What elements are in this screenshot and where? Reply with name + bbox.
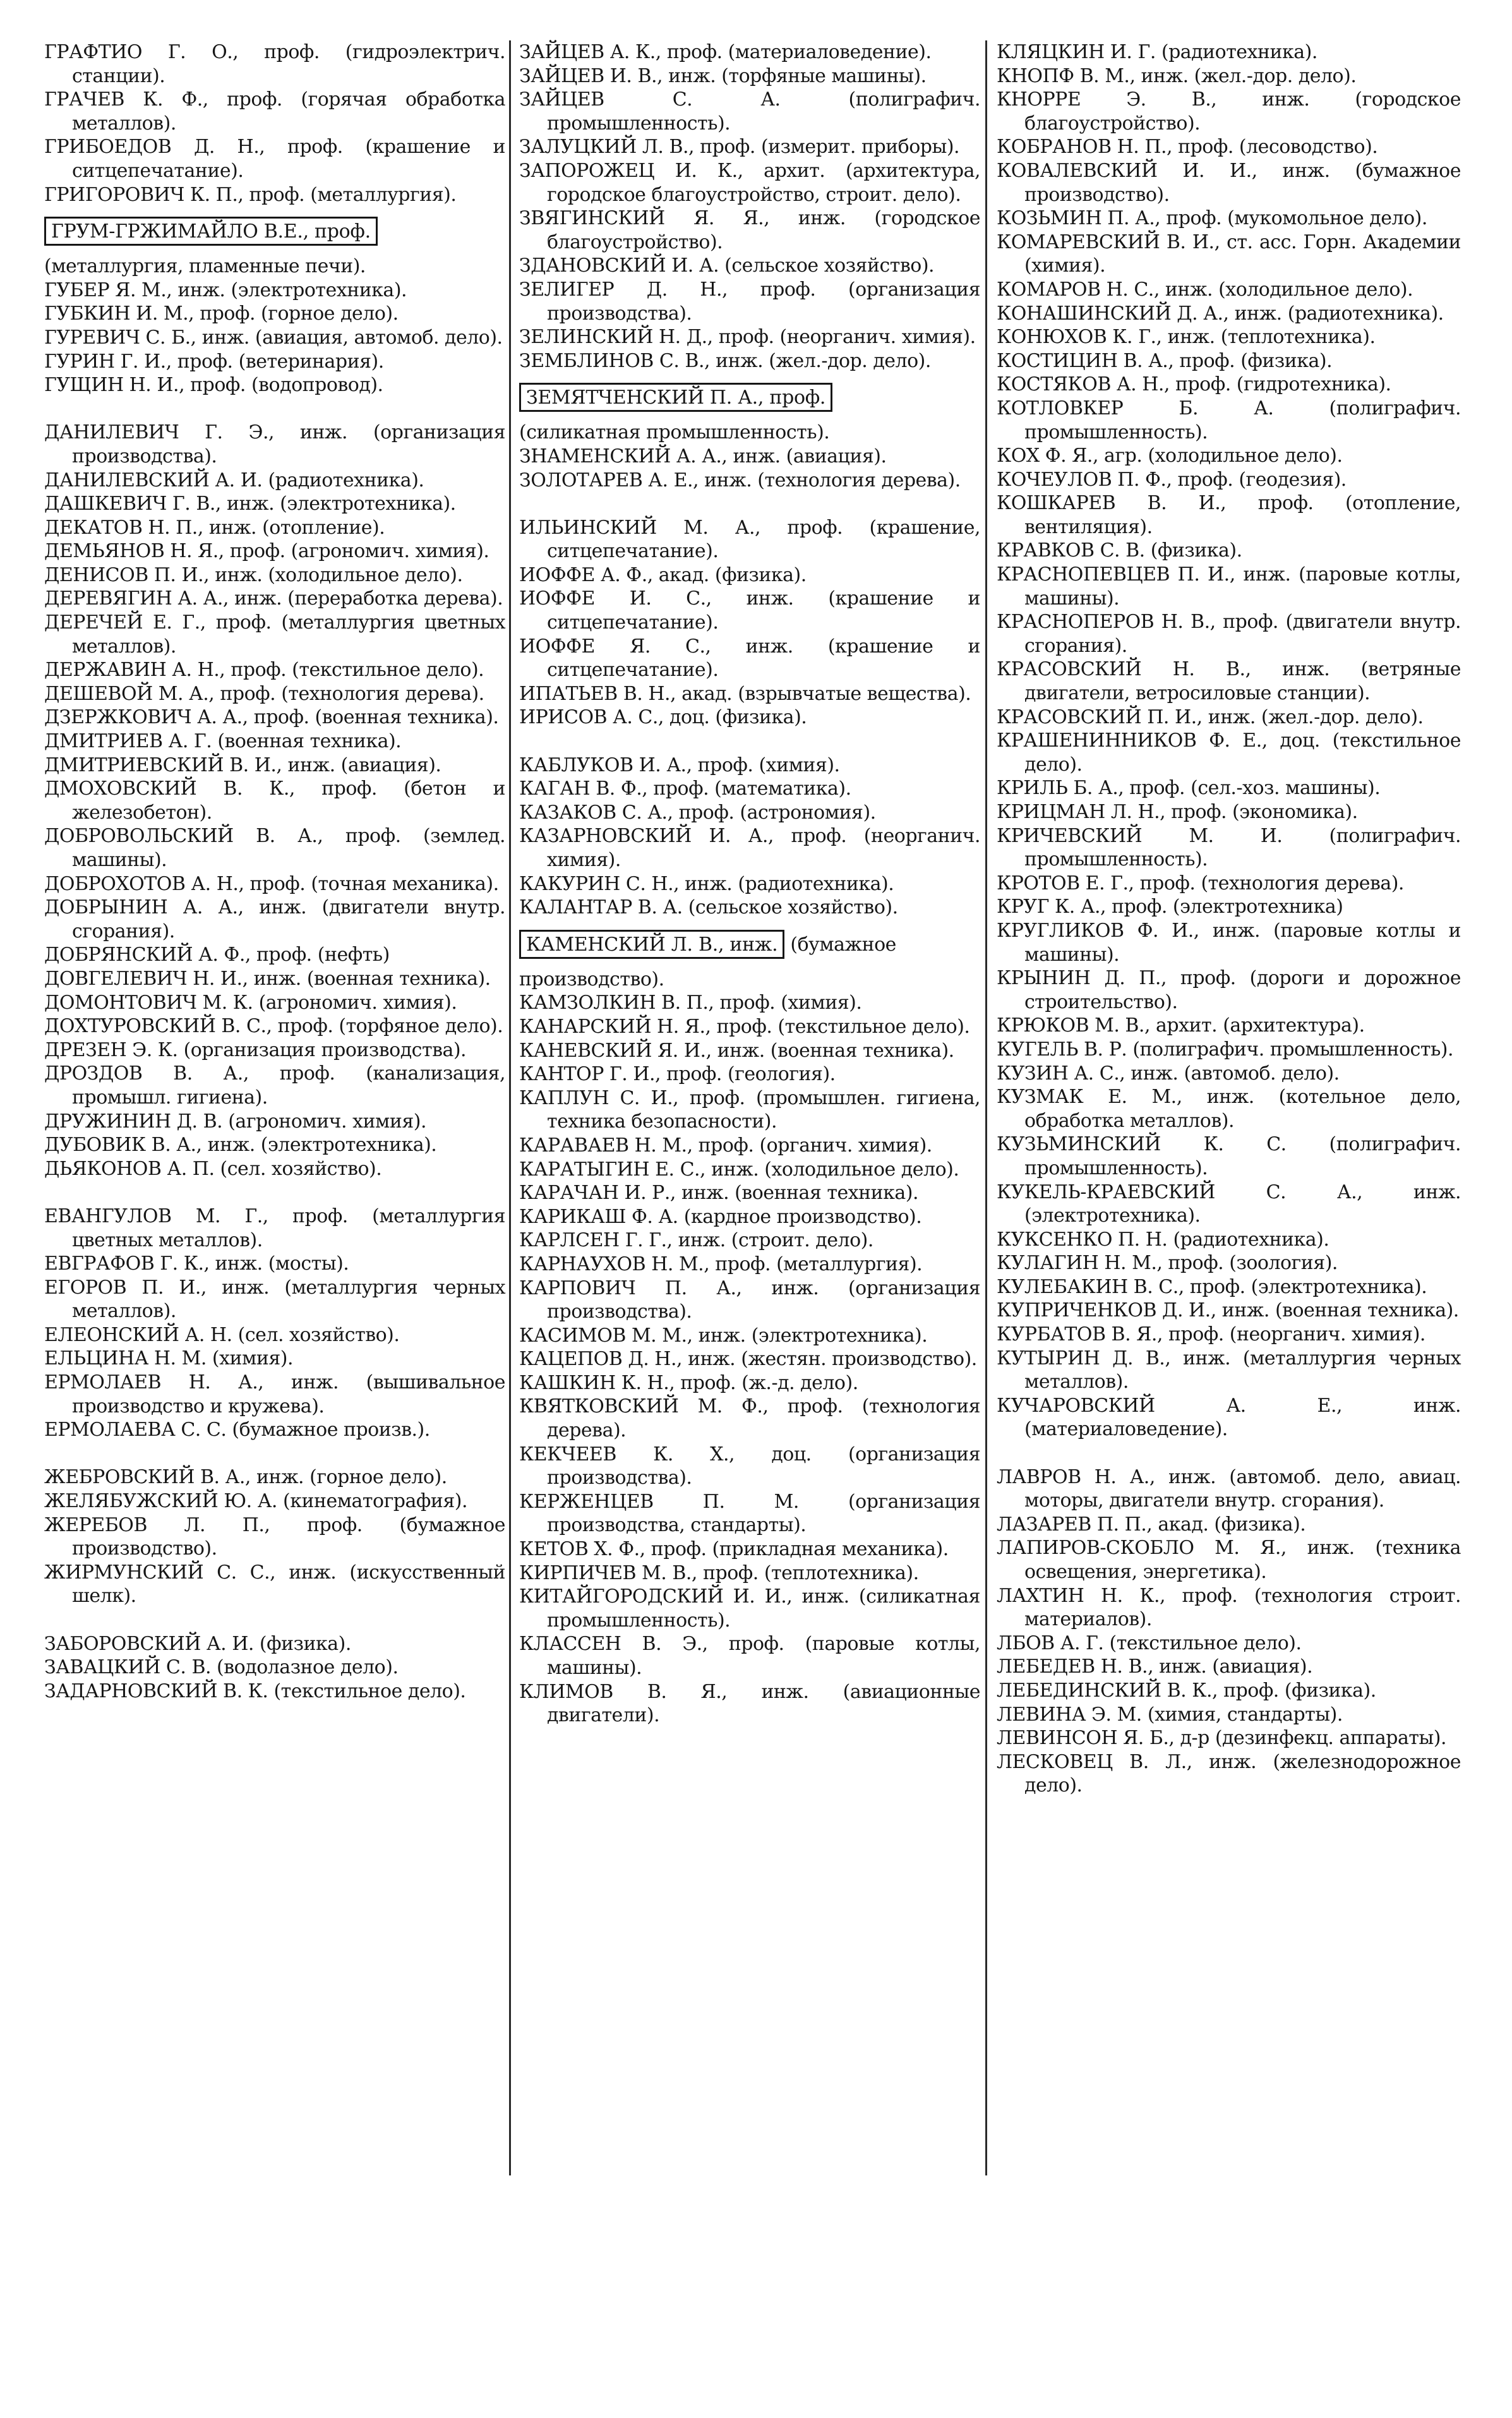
index-entry: ЖЕЛЯБУЖСКИЙ Ю. А. (кинематография).	[44, 1490, 468, 1513]
index-page	[44, 40, 1478, 2403]
index-entry: КАЦЕПОВ Д. Н., инж. (жестян. производство).	[519, 1348, 977, 1371]
index-entry: ИЛЬИНСКИЙ М. А., проф. (крашение, ситцепечатание).	[519, 516, 980, 563]
index-entry: ДЕМЬЯНОВ Н. Я., проф. (агрономич. химия).	[44, 540, 489, 563]
index-entry: ЗАПОРОЖЕЦ И. К., архит. (архитектура, городское благоустройство, строит. дело).	[519, 159, 980, 206]
index-entry: КАРАЧАН И. Р., инж. (военная техника).	[519, 1182, 919, 1205]
index-entry: КРИЧЕВСКИЙ М. И. (полиграфич. промышленность).	[997, 824, 1461, 871]
index-entry: ДЕНИСОВ П. И., инж. (холодильное дело).	[44, 563, 463, 586]
index-entry: ЛЕСКОВЕЦ В. Л., инж. (железнодорожное дело).	[997, 1750, 1461, 1797]
index-entry: ЗАЙЦЕВ И. В., инж. (торфяные машины).	[519, 64, 927, 87]
column-rule	[985, 40, 987, 2175]
index-entry: ГРИГОРОВИЧ К. П., проф. (металлургия).	[44, 183, 457, 206]
index-entry: ЕРМОЛАЕВА С. С. (бумажное произв.).	[44, 1419, 430, 1441]
index-entry: ИРИСОВ А. С., доц. (физика).	[519, 706, 807, 729]
index-entry: КРАСНОПЕРОВ Н. В., проф. (двигатели внутр. сгорания).	[997, 611, 1461, 657]
index-entry: КУЗИН А. С., инж. (автомоб. дело).	[997, 1062, 1340, 1085]
index-entry: ДОБРЫНИН А. А., инж. (двигатели внутр. сгорания).	[44, 896, 505, 942]
index-entry: КОНАШИНСКИЙ Д. А., инж. (радиотехника).	[997, 302, 1444, 325]
index-entry: КОЧЕУЛОВ П. Ф., проф. (геодезия).	[997, 468, 1347, 491]
index-entry: КАРАТЫГИН Е. С., инж. (холодильное дело).	[519, 1158, 959, 1181]
boxed-name: КАМЕНСКИЙ Л. В., инж.	[519, 930, 784, 959]
index-entry: КРУГЛИКОВ Ф. И., инж. (паровые котлы и машины).	[997, 919, 1461, 966]
index-entry: КОЗЬМИН П. А., проф. (мукомольное дело).	[997, 207, 1427, 230]
index-entry: КЛАССЕН В. Э., проф. (паровые котлы, машины).	[519, 1633, 980, 1679]
index-entry: КНОРРЕ Э. В., инж. (городское благоустройство).	[997, 88, 1461, 135]
index-entry: КОШКАРЕВ В. И., проф. (отопление, вентиляция).	[997, 492, 1461, 538]
index-entry: ЕРМОЛАЕВ Н. А., инж. (вышивальное производство и кружева).	[44, 1371, 505, 1417]
index-entry: КАКУРИН С. Н., инж. (радиотехника).	[519, 872, 894, 895]
index-entry: ДЕРЖАВИН А. Н., проф. (текстильное дело).	[44, 659, 484, 682]
index-entry: ГУБЕР Я. М., инж. (электротехника).	[44, 279, 407, 301]
index-entry: КАНАРСКИЙ Н. Я., проф. (текстильное дело).	[519, 1015, 970, 1038]
index-entry: ДОХТУРОВСКИЙ В. С., проф. (торфяное дело).	[44, 1015, 503, 1038]
index-entry: ГУРЕВИЧ С. Б., инж. (авиация, автомоб. дело).	[44, 326, 503, 349]
boxed-index-entry	[519, 373, 980, 421]
index-entry: КРЫНИН Д. П., проф. (дороги и дорожное строительство).	[997, 967, 1461, 1013]
index-entry: ДМОХОВСКИЙ В. К., проф. (бетон и железобетон).	[44, 778, 505, 824]
index-entry: ЛЕБЕДЕВ Н. В., инж. (авиация).	[997, 1656, 1313, 1678]
index-entry: КУЛЕБАКИН В. С., проф. (электротехника).	[997, 1275, 1427, 1298]
index-entry: КАНЕВСКИЙ Я. И., инж. (военная техника).	[519, 1039, 954, 1062]
index-entry: КРИЛЬ Б. А., проф. (сел.-хоз. машины).	[997, 777, 1381, 800]
index-entry: КУЗЬМИНСКИЙ К. С. (полиграфич. промышленность).	[997, 1133, 1461, 1179]
index-entry: ЕГОРОВ П. И., инж. (металлургия черных металлов).	[44, 1276, 505, 1323]
index-entry: ЗЕМБЛИНОВ С. В., инж. (жел.-дор. дело).	[519, 349, 931, 372]
index-entry: КАЗАРНОВСКИЙ И. А., проф. (неорганич. химия).	[519, 825, 980, 871]
index-entry: ЗВЯГИНСКИЙ Я. Я., инж. (городское благоустройство).	[519, 207, 980, 253]
column-1	[44, 40, 505, 1703]
index-entry: ДЕКАТОВ Н. П., инж. (отопление).	[44, 516, 385, 539]
index-entry: КУКСЕНКО П. Н. (радиотехника).	[997, 1228, 1329, 1251]
index-entry: ИОФФЕ И. С., инж. (крашение и ситцепечатание).	[519, 587, 980, 634]
index-entry: ДРУЖИНИН Д. В. (агрономич. химия).	[44, 1110, 427, 1133]
index-entry: КОСТИЦИН В. А., проф. (физика).	[997, 349, 1333, 372]
index-entry: ДЗЕРЖКОВИЧ А. А., проф. (военная техника).	[44, 706, 499, 729]
index-entry: ЛАВРОВ Н. А., инж. (автомоб. дело, авиац. моторы, двигатели внутр. сгорания).	[997, 1465, 1461, 1512]
index-entry: ГРИБОЕДОВ Д. Н., проф. (крашение и ситцепечатание).	[44, 136, 505, 182]
index-entry: КАНТОР Г. И., проф. (геология).	[519, 1063, 836, 1086]
index-entry: КРАСОВСКИЙ Н. В., инж. (ветряные двигатели, ветросиловые станции).	[997, 658, 1461, 705]
index-entry: КОХ Ф. Я., агр. (холодильное дело).	[997, 445, 1343, 467]
index-entry: ДУБОВИК В. А., инж. (электротехника).	[44, 1134, 437, 1157]
index-entry: КРЮКОВ М. В., архит. (архитектура).	[997, 1014, 1365, 1037]
index-entry: КОНЮХОВ К. Г., инж. (теплотехника).	[997, 326, 1376, 349]
index-entry: КАСИМОВ М. М., инж. (электротехника).	[519, 1324, 928, 1347]
index-entry: КУЛАГИН Н. М., проф. (зоология).	[997, 1252, 1338, 1275]
index-entry: КНОПФ В. М., инж. (жел.-дор. дело).	[997, 64, 1357, 87]
index-entry: ДЕШЕВОЙ М. А., проф. (технология дерева).	[44, 682, 484, 705]
index-entry: КРАВКОВ С. В. (физика).	[997, 539, 1242, 562]
index-entry: КАЗАКОВ С. А., проф. (астрономия).	[519, 801, 876, 824]
index-entry: КАЛАНТАР В. А. (сельское хозяйство).	[519, 896, 898, 919]
boxed-name: ГРУМ-ГРЖИМАЙЛО В.Е., проф.	[44, 217, 378, 246]
index-entry: КОМАРОВ Н. С., инж. (холодильное дело).	[997, 278, 1413, 301]
index-entry: ДРОЗДОВ В. А., проф. (канализация, промышл. гигиена).	[44, 1062, 505, 1109]
index-entry: ДЬЯКОНОВ А. П. (сел. хозяйство).	[44, 1157, 382, 1180]
index-entry: КРАСНОПЕВЦЕВ П. И., инж. (паровые котлы, машины).	[997, 563, 1461, 610]
column-rule	[509, 40, 511, 2175]
boxed-subject: (бумажное производство).	[519, 933, 896, 990]
index-entry: ЗАВАЦКИЙ С. В. (водолазное дело).	[44, 1656, 399, 1679]
index-entry: КВЯТКОВСКИЙ М. Ф., проф. (технология дерева).	[519, 1395, 980, 1442]
index-entry: ЕВАНГУЛОВ М. Г., проф. (металлургия цветных металлов).	[44, 1205, 505, 1251]
index-entry: КЕТОВ Х. Ф., проф. (прикладная механика).	[519, 1538, 949, 1561]
index-entry: ГУЩИН Н. И., проф. (водопровод).	[44, 374, 383, 397]
index-entry: КУРБАТОВ В. Я., проф. (неорганич. химия).	[997, 1323, 1425, 1346]
index-entry: КОМАРЕВСКИЙ В. И., ст. асс. Горн. Академии (химия).	[997, 231, 1461, 277]
index-entry: ИПАТЬЕВ В. Н., акад. (взрывчатые вещества).	[519, 682, 971, 705]
index-entry: ЛЕВИНА Э. М. (химия, стандарты).	[997, 1703, 1343, 1726]
index-entry: ДРЕЗЕН Э. К. (организация производства).	[44, 1038, 467, 1061]
boxed-subject: (металлургия, пламенные печи).	[44, 255, 366, 278]
index-entry: КОВАЛЕВСКИЙ И. И., инж. (бумажное производство).	[997, 159, 1461, 206]
index-entry: ДОБРЯНСКИЙ А. Ф., проф. (нефть)	[44, 944, 390, 966]
index-entry: ГРАФТИО Г. О., проф. (гидроэлектрич. станции).	[44, 41, 505, 87]
index-entry: ДОБРОХОТОВ А. Н., проф. (точная механика).	[44, 872, 499, 895]
index-entry: КРИЦМАН Л. Н., проф. (экономика).	[997, 801, 1358, 823]
column-2	[519, 40, 980, 1728]
index-entry: ДЕРЕВЯГИН А. А., инж. (переработка дерева).	[44, 587, 503, 610]
index-entry: ДЕРЕЧЕЙ Е. Г., проф. (металлургия цветных металлов).	[44, 611, 505, 658]
index-entry: КИРПИЧЕВ М. В., проф. (теплотехника).	[519, 1561, 919, 1584]
index-entry: КАРПОВИЧ П. А., инж. (организация производства).	[519, 1277, 980, 1323]
index-entry: ГУРИН Г. И., проф. (ветеринария).	[44, 350, 384, 373]
index-entry: ЗАЙЦЕВ А. К., проф. (материаловедение).	[519, 41, 932, 63]
index-entry: ЛАПИРОВ-СКОБЛО М. Я., инж. (техника освещения, энергетика).	[997, 1537, 1461, 1583]
index-entry: ЕВГРАФОВ Г. К., инж. (мосты).	[44, 1253, 349, 1275]
index-entry: КРОТОВ Е. Г., проф. (технология дерева).	[997, 872, 1404, 894]
index-entry: ЛЕВИНСОН Я. Б., д-р (дезинфекц. аппараты).	[997, 1727, 1447, 1750]
index-entry: ЗАЛУЦКИЙ Л. В., проф. (измерит. приборы).	[519, 136, 960, 159]
index-entry: КЕКЧЕЕВ К. Х., доц. (организация производства).	[519, 1443, 980, 1489]
index-entry: ГРАЧЕВ К. Ф., проф. (горячая обработка металлов).	[44, 88, 505, 135]
index-entry: КУТЫРИН Д. В., инж. (металлургия черных металлов).	[997, 1347, 1461, 1393]
index-entry: КАМЗОЛКИН В. П., проф. (химия).	[519, 992, 862, 1014]
index-entry: ДОВГЕЛЕВИЧ Н. И., инж. (военная техника).	[44, 967, 491, 990]
index-entry: КУПРИЧЕНКОВ Д. И., инж. (военная техника).	[997, 1299, 1459, 1322]
index-entry: КОТЛОВКЕР Б. А. (полиграфич. промышленность).	[997, 397, 1461, 443]
index-entry: КАРАВАЕВ Н. М., проф. (органич. химия).	[519, 1134, 932, 1157]
index-entry: ЛАЗАРЕВ П. П., акад. (физика).	[997, 1513, 1306, 1536]
index-entry: ЛБОВ А. Г. (текстильное дело).	[997, 1632, 1302, 1654]
index-entry: КЕРЖЕНЦЕВ П. М. (организация производства, стандарты).	[519, 1490, 980, 1537]
index-entry: ЖЕРЕБОВ Л. П., проф. (бумажное производство).	[44, 1513, 505, 1560]
index-entry: КОСТЯКОВ А. Н., проф. (гидротехника).	[997, 373, 1391, 396]
index-entry: КУГЕЛЬ В. Р. (полиграфич. промышленность).	[997, 1038, 1454, 1061]
index-entry: КАГАН В. Ф., проф. (математика).	[519, 778, 851, 800]
index-entry: ДМИТРИЕВСКИЙ В. И., инж. (авиация).	[44, 754, 441, 776]
boxed-name: ЗЕМЯТЧЕНСКИЙ П. А., проф.	[519, 383, 832, 412]
boxed-index-entry	[44, 207, 505, 255]
index-entry: ЖЕБРОВСКИЙ В. А., инж. (горное дело).	[44, 1466, 447, 1489]
index-entry: КАПЛУН С. И., проф. (промышлен. гигиена, техника безопасности).	[519, 1086, 980, 1133]
index-entry: КЛИМОВ В. Я., инж. (авиационные двигатели).	[519, 1680, 980, 1727]
index-entry: КАБЛУКОВ И. А., проф. (химия).	[519, 754, 840, 776]
index-entry: ЗАЙЦЕВ С. А. (полиграфич. промышленность).	[519, 88, 980, 135]
index-entry: ДОБРОВОЛЬСКИЙ В. А., проф. (землед. машины).	[44, 825, 505, 871]
index-entry: ДМИТРИЕВ А. Г. (военная техника).	[44, 730, 402, 753]
index-entry: ЛАХТИН Н. К., проф. (технология строит. материалов).	[997, 1584, 1461, 1631]
index-entry: КОБРАНОВ Н. П., проф. (лесоводство).	[997, 136, 1378, 159]
index-entry: ДАНИЛЕВИЧ Г. Э., инж. (организация производства).	[44, 421, 505, 467]
index-entry: КУЗМАК Е. М., инж. (котельное дело, обработка металлов).	[997, 1086, 1461, 1132]
index-entry: ЕЛЕОНСКИЙ А. Н. (сел. хозяйство).	[44, 1323, 400, 1346]
index-entry: ЗЕЛИГЕР Д. Н., проф. (организация производства).	[519, 278, 980, 325]
index-entry: КУЧАРОВСКИЙ А. Е., инж. (материаловедение).	[997, 1394, 1461, 1441]
index-entry: ГУБКИН И. М., проф. (горное дело).	[44, 303, 399, 325]
index-entry: ИОФФЕ А. Ф., акад. (физика).	[519, 563, 807, 586]
index-entry: КРАШЕНИННИКОВ Ф. Е., доц. (текстильное дело).	[997, 730, 1461, 776]
index-entry: КРАСОВСКИЙ П. И., инж. (жел.-дор. дело).	[997, 706, 1424, 728]
index-entry: КАРЛСЕН Г. Г., инж. (строит. дело).	[519, 1229, 873, 1252]
column-3	[997, 40, 1461, 1798]
index-entry: ДАШКЕВИЧ Г. В., инж. (электротехника).	[44, 493, 456, 515]
index-entry: ДОМОНТОВИЧ М. К. (агрономич. химия).	[44, 991, 457, 1014]
index-entry: КРУГ К. А., проф. (электротехника)	[997, 896, 1343, 918]
index-entry: КИТАЙГОРОДСКИЙ И. И., инж. (силикатная промышленность).	[519, 1585, 980, 1632]
index-entry: КАШКИН К. Н., проф. (ж.-д. дело).	[519, 1371, 858, 1394]
index-entry: КАРИКАШ Ф. А. (кардное производство).	[519, 1205, 922, 1228]
index-entry: ЗАБОРОВСКИЙ А. И. (физика).	[44, 1632, 351, 1655]
index-entry: ДАНИЛЕВСКИЙ А. И. (радиотехника).	[44, 469, 424, 491]
index-entry: ЗОЛОТАРЕВ А. Е., инж. (технология дерева).	[519, 469, 961, 491]
index-entry: КЛЯЦКИН И. Г. (радиотехника).	[997, 41, 1317, 63]
index-entry: КАРНАУХОВ Н. М., проф. (металлургия).	[519, 1253, 923, 1275]
index-entry: ЖИРМУНСКИЙ С. С., инж. (искусственный шелк).	[44, 1561, 505, 1608]
boxed-index-entry	[519, 920, 980, 992]
index-entry: ЗЕЛИНСКИЙ Н. Д., проф. (неорганич. химия).	[519, 326, 976, 349]
index-entry: ИОФФЕ Я. С., инж. (крашение и ситцепечатание).	[519, 635, 980, 682]
boxed-subject: (силикатная промышленность).	[519, 421, 830, 444]
index-entry: ЗАДАРНОВСКИЙ В. К. (текстильное дело).	[44, 1680, 466, 1702]
index-entry: ЕЛЬЦИНА Н. М. (химия).	[44, 1347, 294, 1370]
index-entry: КУКЕЛЬ-КРАЕВСКИЙ С. А., инж. (электротехника).	[997, 1181, 1461, 1227]
index-entry: ЗНАМЕНСКИЙ А. А., инж. (авиация).	[519, 445, 887, 467]
index-entry: ЗДАНОВСКИЙ И. А. (сельское хозяйство).	[519, 255, 935, 277]
index-entry: ЛЕБЕДИНСКИЙ В. К., проф. (физика).	[997, 1679, 1376, 1702]
